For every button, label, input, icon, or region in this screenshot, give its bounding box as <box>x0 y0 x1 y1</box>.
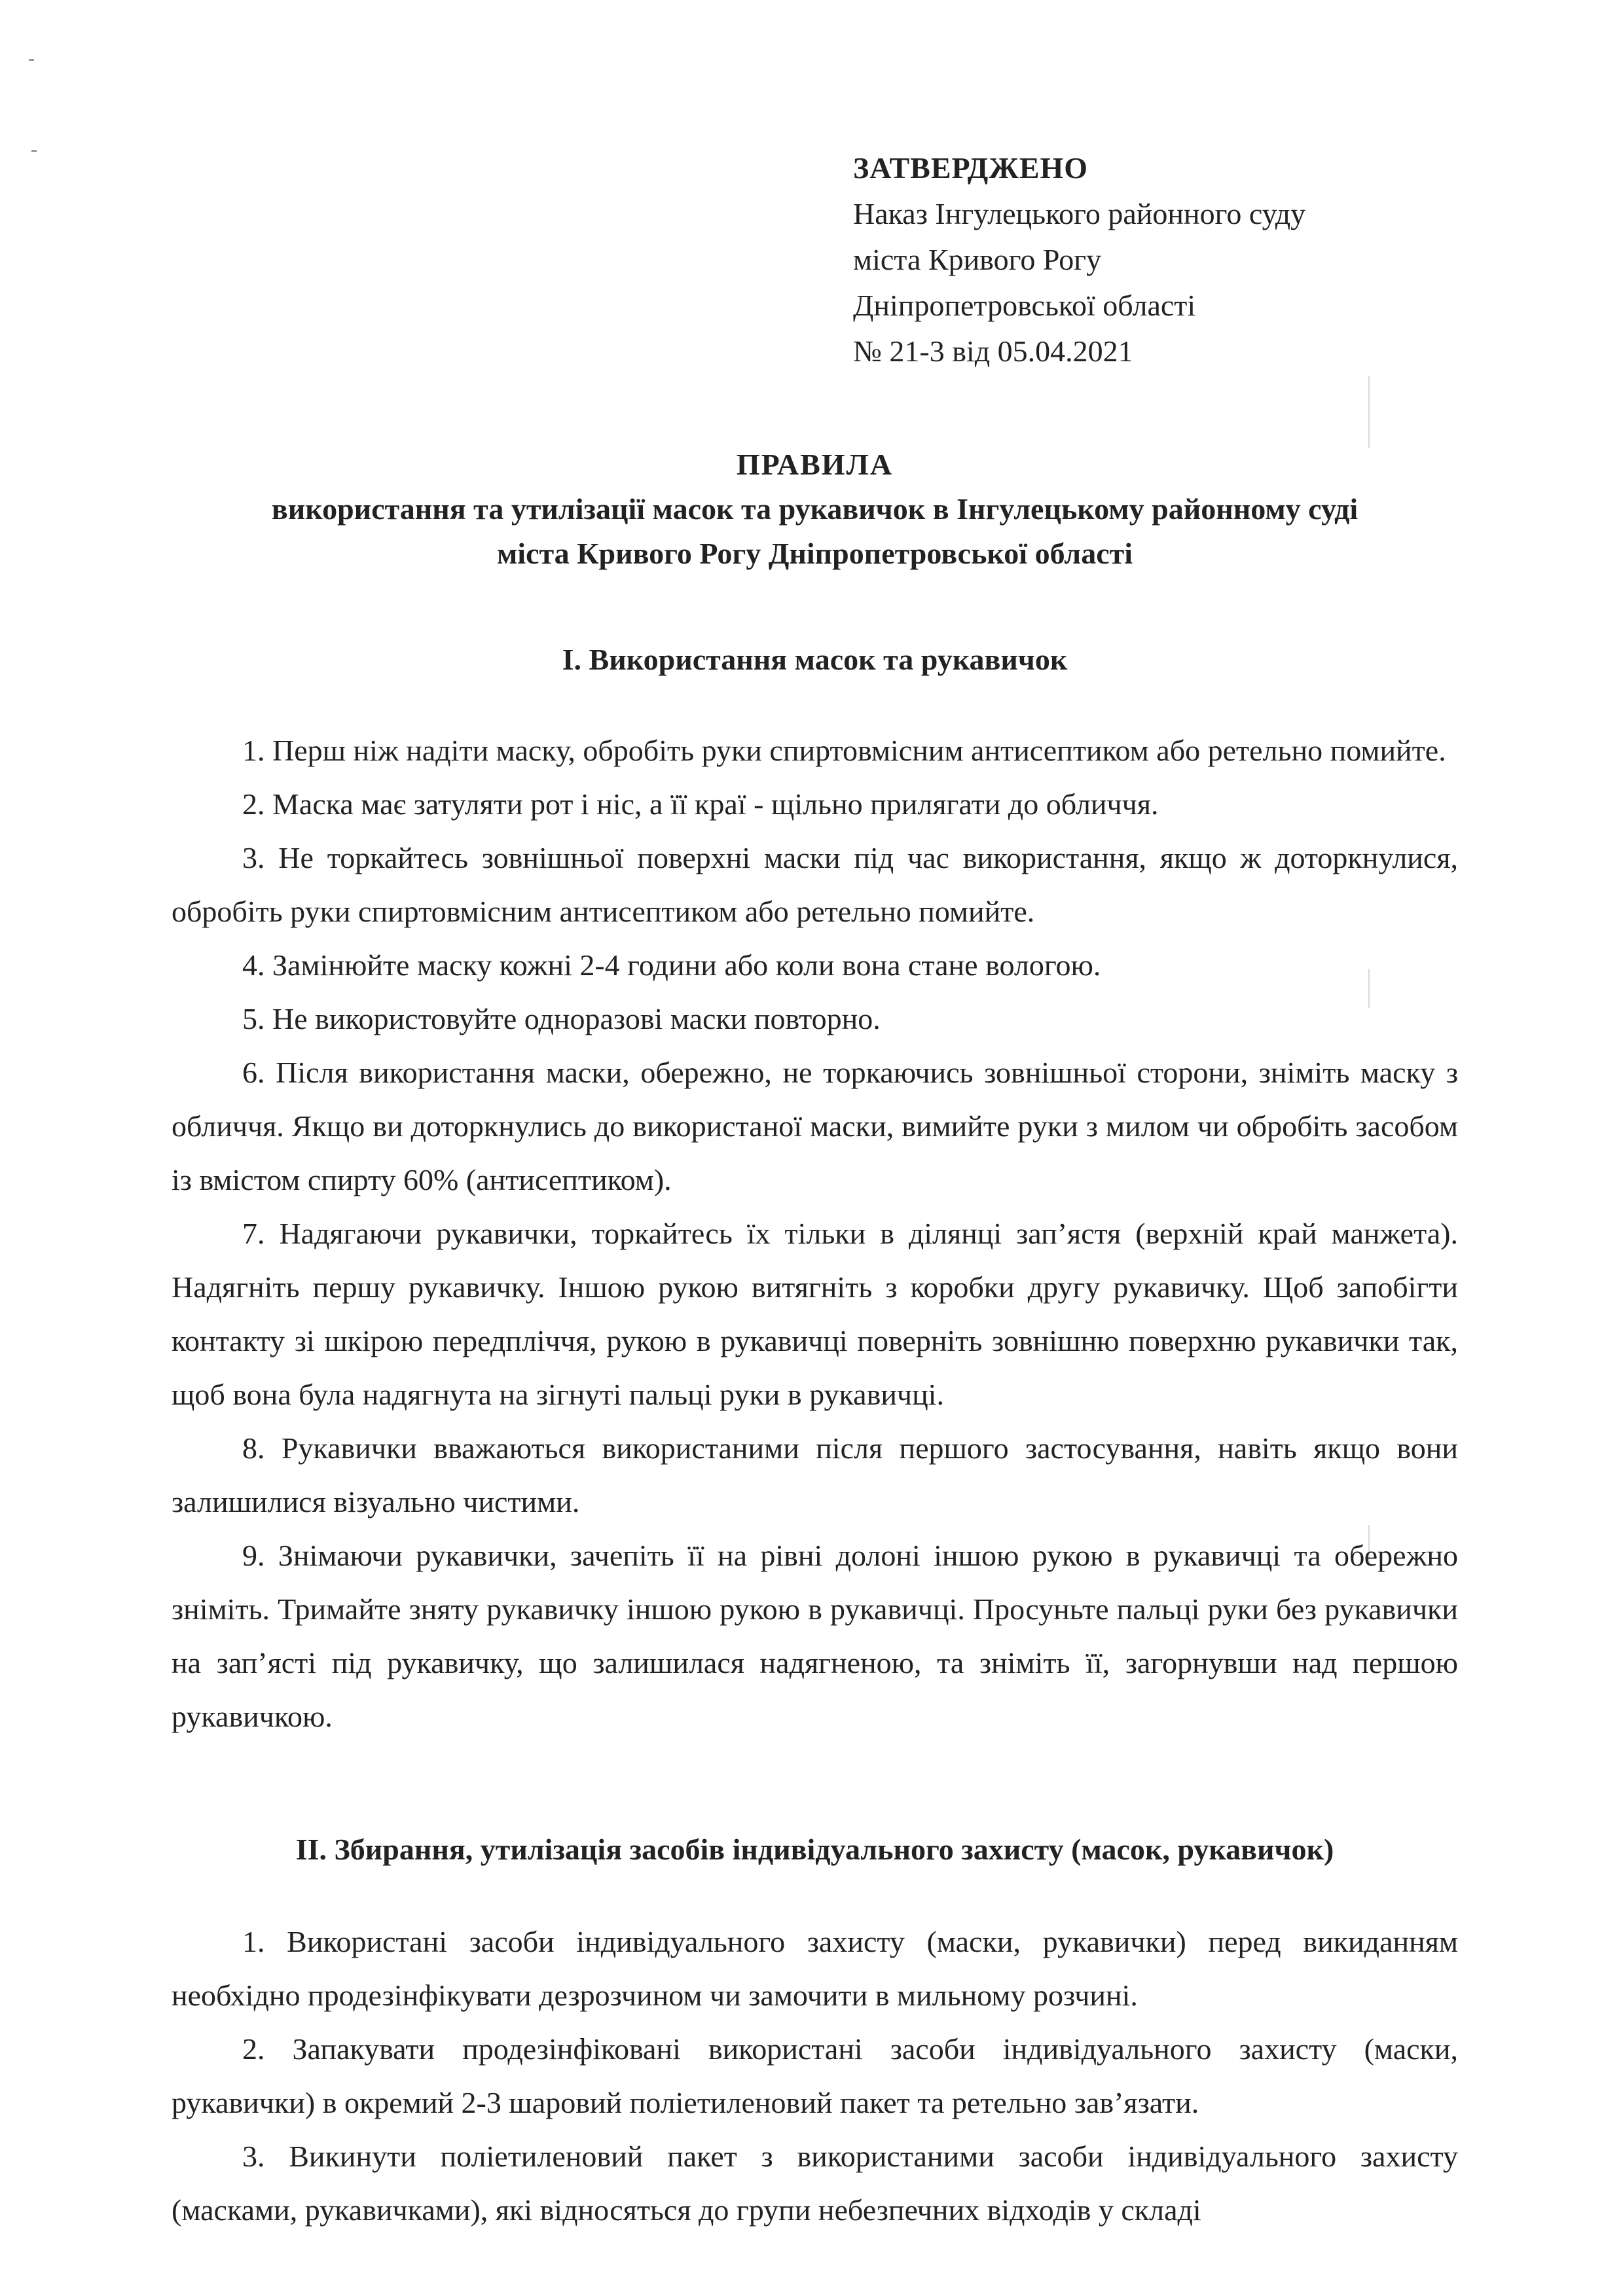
title-subtitle: міста Кривого Рогу Дніпропетровської області <box>496 537 1133 570</box>
list-item: 3. Викинути поліетиленовий пакет з використаними засоби індивідуального захисту (масками, рукавичками), які відносяться до групи небезпечних відходів у складі <box>172 2140 1458 2227</box>
section-body <box>172 1915 1458 2237</box>
section-body <box>172 724 1458 1744</box>
approval-stamp: ЗАТВЕРДЖЕНО <box>853 151 1089 185</box>
list-item: 7. Надягаючи рукавички, торкайтесь їх тільки в ділянці зап’ястя (верхній край манжета). Надягніть першу рукавичку. Іншою рукою витягніть з коробки другу рукавичку. Щоб запобігти контакту зі шкірою передпліччя, рукою в рукавичці поверніть зовнішню поверхню рукавички так, щоб вона була надягнута на зігнуті пальці руки в рукавичці. <box>172 1217 1458 1411</box>
approval-line: Наказ Інгулецького районного суду <box>853 197 1306 230</box>
list-item: 4. Замінюйте маску кожні 2-4 години або коли вона стане вологою. <box>242 948 1101 982</box>
list-item: 1. Перш ніж надіти маску, обробіть руки спиртовмісним антисептиком або ретельно помийте. <box>242 734 1446 767</box>
list-item: 2. Запакувати продезінфіковані використані засоби індивідуального захисту (маски, рукавички) в окремий 2-3 шаровий поліетиленовий пакет та ретельно зав’язати. <box>172 2032 1458 2119</box>
list-item: 6. Після використання маски, обережно, не торкаючись зовнішньої сторони, зніміть маску з обличчя. Якщо ви доторкнулись до використаної маски, вимийте руки з милом чи обробіть засобом із вмістом спирту 60% (антисептиком). <box>172 1056 1458 1196</box>
list-item: 2. Маска має затуляти рот і ніс, а її краї - щільно прилягати до обличчя. <box>242 787 1159 821</box>
list-item: 8. Рукавички вважаються використаними після першого застосування, навіть якщо вони залишилися візуально чистими. <box>172 1431 1458 1518</box>
list-item: 5. Не використовуйте одноразові маски повторно. <box>242 1002 881 1035</box>
approval-line: міста Кривого Рогу <box>853 243 1102 276</box>
list-item: 3. Не торкайтесь зовнішньої поверхні маски під час використання, якщо ж доторкнулися, обробіть руки спиртовмісним антисептиком або ретельно помийте. <box>172 841 1458 928</box>
section-heading: ІІ. Збирання, утилізація засобів індивідуального захисту (масок, рукавичок) <box>295 1833 1334 1866</box>
list-item: 1. Використані засоби індивідуального захисту (маски, рукавички) перед викиданням необхідно продезінфікувати дезрозчином чи замочити в мильному розчині. <box>172 1925 1458 2012</box>
section-heading: І. Використання масок та рукавичок <box>562 643 1068 676</box>
approval-order-number: № 21-3 від 05.04.2021 <box>853 334 1133 368</box>
document-title <box>172 442 1458 576</box>
scan-artifact <box>29 59 34 61</box>
approval-line: Дніпропетровської області <box>853 289 1196 322</box>
title-main: ПРАВИЛА <box>736 448 894 481</box>
scan-artifact <box>31 150 37 152</box>
list-item: 9. Знімаючи рукавички, зачепіть її на рівні долоні іншою рукою в рукавичці та обережно зніміть. Тримайте зняту рукавичку іншою рукою в рукавичці. Просуньте пальці руки без рукавички на зап’ясті під рукавичку, що залишилася надягненою, та зніміть її, загорнувши над першою рукавичкою. <box>172 1539 1458 1733</box>
title-subtitle: використання та утилізації масок та рукавичок в Інгулецькому районному суді <box>271 492 1359 526</box>
scan-artifact-line <box>1368 376 1370 448</box>
approval-block <box>853 145 1305 374</box>
